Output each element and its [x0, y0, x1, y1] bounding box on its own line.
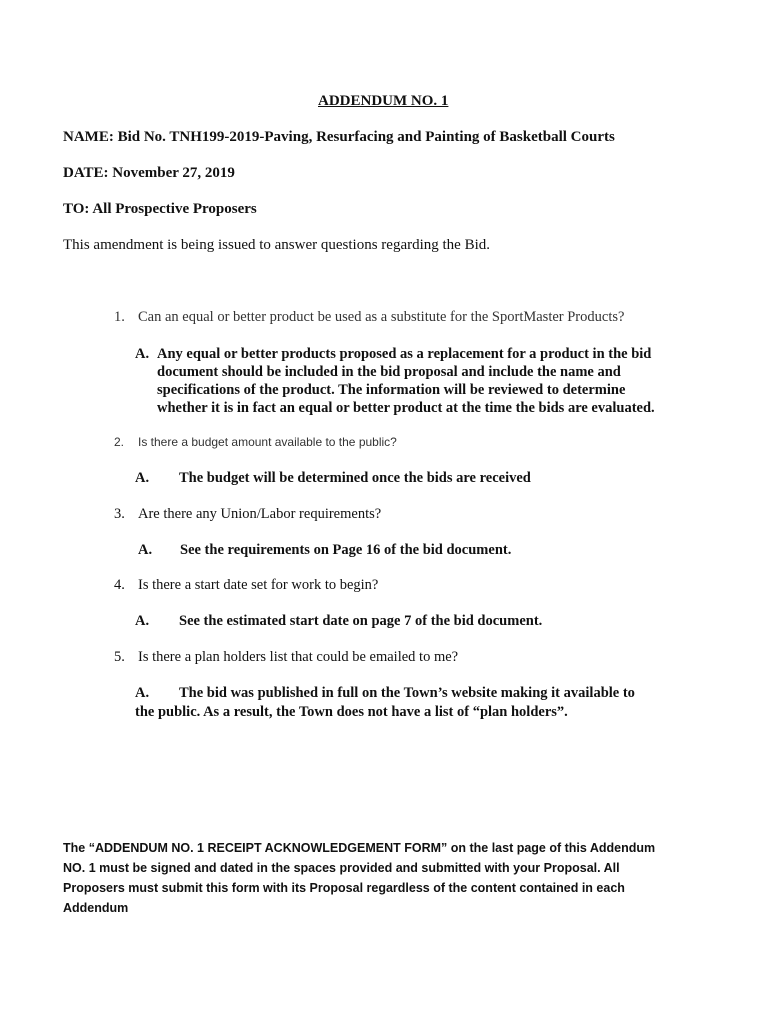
question-number: 3. [114, 506, 125, 522]
answer-label: A. [135, 470, 150, 486]
answer-1 [135, 346, 655, 417]
answer-label: A. [135, 685, 150, 701]
question-number: 1. [114, 309, 125, 325]
notice-line: NO. 1 must be signed and dated in the spaces provided and submitted with your Proposal. All [63, 861, 620, 875]
answer-text: See the requirements on Page 16 of the bid document. [180, 542, 512, 558]
question-number: 5. [114, 649, 125, 665]
question-4 [114, 577, 378, 594]
acknowledgement-notice [63, 841, 655, 921]
answer-line: the public. As a result, the Town does not have a list of “plan holders”. [135, 704, 568, 720]
answer-4 [135, 613, 542, 630]
question-number: 4. [114, 577, 125, 593]
answer-text: See the estimated start date on page 7 of the bid document. [179, 613, 543, 629]
notice-line: Addendum [63, 901, 129, 915]
answer-5 [135, 685, 635, 721]
answer-line: specifications of the product. The information will be reviewed to determine [157, 382, 626, 398]
answer-line: document should be included in the bid proposal and include the name and [157, 364, 621, 380]
recipients-line: TO: All Prospective Proposers [63, 201, 257, 217]
answer-line: Any equal or better products proposed as a replacement for a product in the bid [157, 346, 652, 362]
question-1 [114, 309, 624, 326]
bid-name-line: NAME: Bid No. TNH199-2019-Paving, Resurfacing and Painting of Basketball Courts [63, 129, 615, 145]
question-2 [114, 435, 397, 449]
date-line: DATE: November 27, 2019 [63, 165, 235, 181]
answer-line: The bid was published in full on the Town’s website making it available to [179, 685, 635, 701]
answer-label: A. [138, 542, 153, 558]
answer-3 [138, 542, 511, 559]
answer-label: A. [135, 613, 150, 629]
question-5 [114, 649, 458, 666]
question-number: 2. [114, 435, 125, 449]
answer-line: whether it is in fact an equal or better product at the time the bids are evaluated. [157, 400, 655, 416]
addendum-heading: ADDENDUM NO. 1 [318, 93, 449, 109]
answer-label: A. [135, 346, 150, 362]
question-text: Is there a plan holders list that could be emailed to me? [138, 649, 459, 665]
question-3 [114, 506, 381, 523]
question-text: Are there any Union/Labor requirements? [138, 506, 382, 522]
answer-text: The budget will be determined once the bids are received [179, 470, 531, 486]
notice-line: Proposers must submit this form with its Proposal regardless of the content contained in each [63, 881, 625, 895]
intro-text: This amendment is being issued to answer questions regarding the Bid. [63, 237, 491, 253]
question-text: Is there a start date set for work to begin? [138, 577, 379, 593]
question-text: Is there a budget amount available to the public? [138, 435, 397, 449]
answer-2 [135, 470, 531, 487]
question-text: Can an equal or better product be used as a substitute for the SportMaster Products? [138, 309, 625, 325]
notice-line: The “ADDENDUM NO. 1 RECEIPT ACKNOWLEDGEMENT FORM” on the last page of this Addendum [63, 841, 656, 855]
